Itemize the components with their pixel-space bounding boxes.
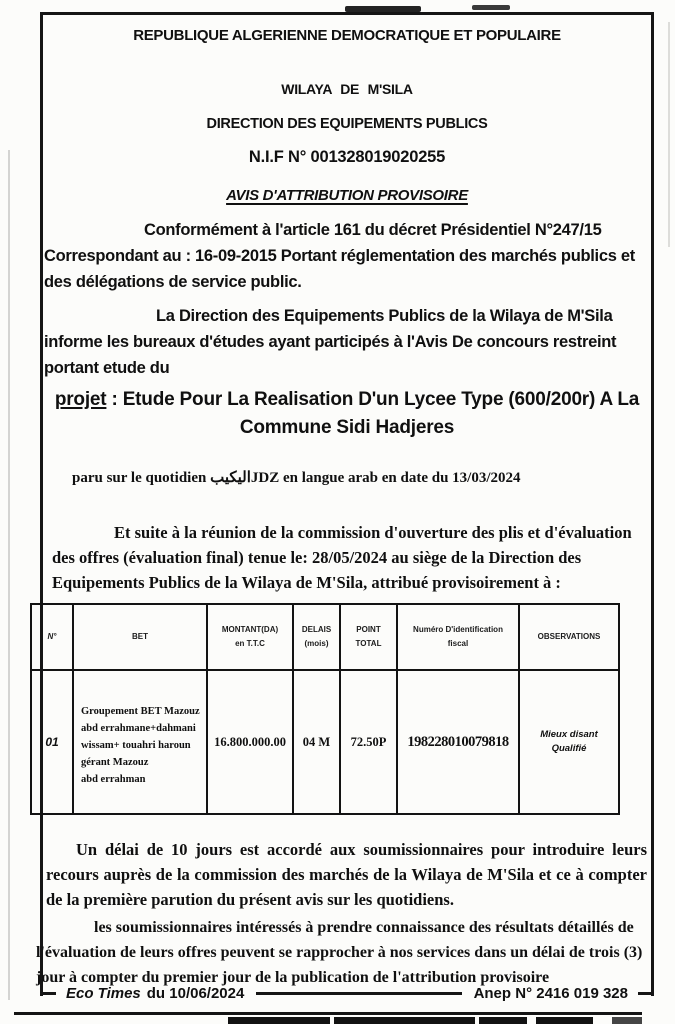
next-ad-fragment <box>334 1017 475 1024</box>
paragraph-informe: La Direction des Equipements Publics de la Wilaya de M'Sila informe les bureaux d'études ayant participés à l'Avis De concours restreint portant etude du <box>44 307 617 378</box>
next-ad-fragment <box>612 1017 642 1024</box>
header-montant-line2: en T.T.C <box>235 639 265 648</box>
next-ad-fragment <box>536 1017 593 1024</box>
scan-smudge <box>345 6 421 12</box>
paragraph-soumissionnaires: les soumissionnaires intéressés à prendre connaissance des résultats détaillés de l'évaluation de leurs offres peuvent se rapprocher à nos services dans un délai de trois (3) jour à compter du premier jour de la publication de l'attribution provisoire <box>36 919 643 986</box>
header-delais-line1: DELAIS <box>301 625 332 635</box>
project-label: projet <box>54 389 107 410</box>
direction-heading: DIRECTION DES EQUIPEMENTS PUBLICS <box>206 116 488 132</box>
cell-observations <box>519 670 619 814</box>
footer-divider-line <box>256 992 461 995</box>
scan-edge-artifact <box>8 150 10 1000</box>
republic-heading: REPUBLIQUE ALGERIENNE DEMOCRATIQUE ET POPULAIRE <box>133 27 561 44</box>
header-delais-line2: (mois) <box>304 639 329 648</box>
project-text: Etude Pour La Realisation D'un Lycee Type (600/200r) A La Commune Sidi Hadjeres <box>122 389 640 438</box>
notice-title-text: AVIS D'ATTRIBUTION PROVISOIRE <box>226 187 468 204</box>
journal-date: du 10/06/2024 <box>146 984 245 1002</box>
cell-bet <box>73 670 207 814</box>
wilaya-heading: WILAYA DE M'SILA <box>281 81 413 97</box>
scan-smudge <box>472 5 510 10</box>
bet-line: abd errahman <box>81 773 146 785</box>
project-separator: : <box>106 389 123 410</box>
paragraph-recours: Un délai de 10 jours est accordé aux soumissionnaires pour introduire leurs recours auprès de la commission des marchés de la Wilaya de M'Sila et ce à compter de la première parution du présent avis sur les quotidiens. <box>46 840 647 909</box>
bottom-rule <box>14 1012 642 1015</box>
next-ad-fragment <box>479 1017 527 1024</box>
header-montant <box>207 604 293 670</box>
cell-nif: 198228010079818 <box>397 670 519 814</box>
footer-border-stub-right <box>638 992 654 995</box>
header-nif-line1: Numéro D'identification <box>413 625 503 635</box>
table-header-row <box>31 604 619 670</box>
cell-montant: 16.800.000.00 <box>207 670 293 814</box>
footer-border-stub-left <box>40 992 56 995</box>
project-title <box>46 386 648 441</box>
scan-edge-artifact <box>668 22 670 247</box>
header-point <box>340 604 397 670</box>
journal-credit <box>66 985 244 1002</box>
award-table <box>30 603 620 815</box>
bet-line: abd errahmane+dahmani <box>81 722 196 734</box>
paragraph-conformity: Conformément à l'article 161 du décret Présidentiel N°247/15 Correspondant au : 16-09-2015 Portant réglementation des marchés publics et des délégations de service public. <box>44 221 635 292</box>
header-nif-line2: fiscal <box>447 639 469 648</box>
header-point-line1: POINT <box>356 625 381 635</box>
next-ad-fragment <box>228 1017 330 1024</box>
bet-line: gérant Mazouz <box>81 756 149 768</box>
anep-number: Anep N° 2416 019 328 <box>473 984 628 1002</box>
bet-line: Groupement BET Mazouz <box>81 705 200 717</box>
header-montant-line1: MONTANT(DA) <box>221 625 279 635</box>
header-observations: OBSERVATIONS <box>519 604 619 670</box>
header-delais <box>293 604 340 670</box>
notice-title <box>40 187 654 204</box>
header-nif <box>397 604 519 670</box>
header-num: N° <box>31 604 73 670</box>
header-bet: BET <box>73 604 207 670</box>
bet-line: wissam+ touahri haroun <box>81 739 191 751</box>
observation-line2: Qualifié <box>551 743 587 754</box>
journal-name: Eco Times <box>66 984 141 1002</box>
cell-delais: 04 M <box>293 670 340 814</box>
paragraph-commission: Et suite à la réunion de la commission d'ouverture des plis et d'évaluation des offres (évaluation final) tenue le: 28/05/2024 au siège de la Direction des Equipements Publics de la Wilaya de M'Sila, attribué provisoirement à : <box>52 523 632 592</box>
cell-point: 72.50P <box>340 670 397 814</box>
table-row <box>31 670 619 814</box>
observation-line1: Mieux disant <box>540 728 598 740</box>
footer <box>40 979 654 1007</box>
cell-num: 01 <box>31 670 73 814</box>
nif-number: N.I.F N° 001328019020255 <box>248 148 446 166</box>
publication-line: paru sur le quotidien اليكيبJDZ en langue arab en date du 13/03/2024 <box>72 470 521 486</box>
header-point-line2: TOTAL <box>355 639 382 648</box>
